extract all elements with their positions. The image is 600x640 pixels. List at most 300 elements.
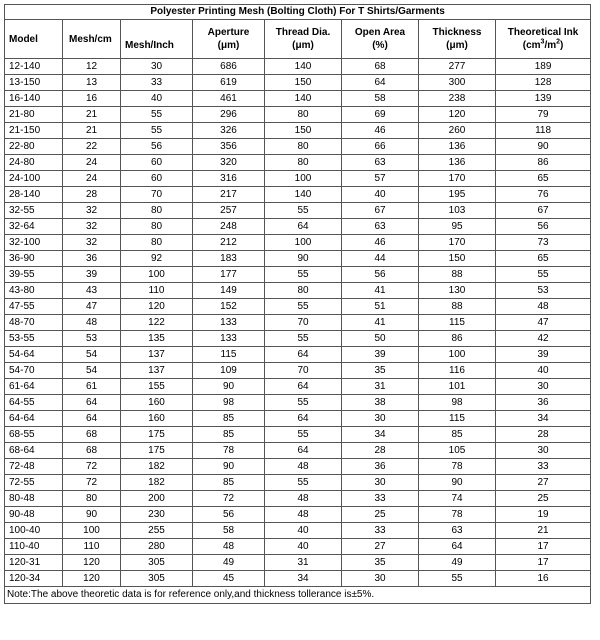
cell-theoretical-ink: 76 bbox=[496, 187, 591, 203]
cell-aperture: 58 bbox=[193, 523, 265, 539]
cell-thickness: 260 bbox=[419, 123, 496, 139]
header-mesh-inch-label: Mesh/Inch bbox=[125, 40, 174, 51]
cell-mesh-cm: 68 bbox=[63, 427, 121, 443]
cell-model: 54-70 bbox=[5, 363, 63, 379]
header-mesh-cm: Mesh/cm bbox=[63, 20, 121, 59]
footnote: Note:The above theoretic data is for reference only,and thickness tollerance is±5%. bbox=[5, 587, 591, 604]
cell-aperture: 248 bbox=[193, 219, 265, 235]
cell-aperture: 217 bbox=[193, 187, 265, 203]
cell-open-area: 58 bbox=[342, 91, 419, 107]
cell-thread-dia: 48 bbox=[265, 507, 342, 523]
cell-theoretical-ink: 47 bbox=[496, 315, 591, 331]
cell-theoretical-ink: 30 bbox=[496, 443, 591, 459]
cell-thickness: 150 bbox=[419, 251, 496, 267]
cell-model: 28-140 bbox=[5, 187, 63, 203]
cell-thickness: 116 bbox=[419, 363, 496, 379]
cell-thread-dia: 48 bbox=[265, 491, 342, 507]
cell-mesh-inch: 80 bbox=[121, 235, 193, 251]
cell-mesh-inch: 60 bbox=[121, 155, 193, 171]
cell-theoretical-ink: 19 bbox=[496, 507, 591, 523]
cell-mesh-inch: 182 bbox=[121, 459, 193, 475]
cell-theoretical-ink: 65 bbox=[496, 171, 591, 187]
cell-mesh-inch: 30 bbox=[121, 59, 193, 75]
table-row bbox=[5, 523, 591, 539]
cell-thread-dia: 150 bbox=[265, 75, 342, 91]
cell-thickness: 136 bbox=[419, 155, 496, 171]
cell-model: 100-40 bbox=[5, 523, 63, 539]
mesh-spec-table bbox=[4, 4, 591, 604]
cell-mesh-cm: 64 bbox=[63, 395, 121, 411]
cell-model: 72-55 bbox=[5, 475, 63, 491]
table-row bbox=[5, 171, 591, 187]
cell-open-area: 27 bbox=[342, 539, 419, 555]
cell-model: 54-64 bbox=[5, 347, 63, 363]
cell-thread-dia: 70 bbox=[265, 363, 342, 379]
spec-table-container bbox=[4, 4, 590, 604]
cell-mesh-cm: 28 bbox=[63, 187, 121, 203]
cell-mesh-inch: 305 bbox=[121, 571, 193, 587]
cell-aperture: 326 bbox=[193, 123, 265, 139]
cell-aperture: 619 bbox=[193, 75, 265, 91]
cell-aperture: 85 bbox=[193, 411, 265, 427]
table-title: Polyester Printing Mesh (Bolting Cloth) For T Shirts/Garments bbox=[5, 5, 591, 20]
cell-model: 64-55 bbox=[5, 395, 63, 411]
cell-theoretical-ink: 118 bbox=[496, 123, 591, 139]
cell-mesh-cm: 90 bbox=[63, 507, 121, 523]
header-thread-unit: (μm) bbox=[292, 40, 314, 51]
table-row bbox=[5, 187, 591, 203]
cell-mesh-inch: 80 bbox=[121, 219, 193, 235]
cell-mesh-inch: 155 bbox=[121, 379, 193, 395]
ink-unit-mid: /m bbox=[544, 40, 557, 51]
cell-theoretical-ink: 39 bbox=[496, 347, 591, 363]
cell-thickness: 78 bbox=[419, 507, 496, 523]
table-body bbox=[5, 59, 591, 587]
cell-model: 13-150 bbox=[5, 75, 63, 91]
cell-thread-dia: 80 bbox=[265, 155, 342, 171]
cell-mesh-inch: 280 bbox=[121, 539, 193, 555]
cell-aperture: 316 bbox=[193, 171, 265, 187]
cell-thickness: 170 bbox=[419, 235, 496, 251]
header-open-area-unit: (%) bbox=[372, 40, 388, 51]
ink-unit-sup2: 2 bbox=[556, 38, 561, 46]
cell-thread-dia: 70 bbox=[265, 315, 342, 331]
header-ink-unit bbox=[523, 40, 564, 51]
cell-thickness: 100 bbox=[419, 347, 496, 363]
header-model: Model bbox=[5, 20, 63, 59]
cell-mesh-cm: 12 bbox=[63, 59, 121, 75]
cell-thread-dia: 140 bbox=[265, 187, 342, 203]
cell-mesh-cm: 54 bbox=[63, 363, 121, 379]
cell-theoretical-ink: 55 bbox=[496, 267, 591, 283]
cell-aperture: 90 bbox=[193, 459, 265, 475]
table-row bbox=[5, 331, 591, 347]
header-ink-label: Theoretical Ink bbox=[507, 27, 579, 38]
table-row bbox=[5, 411, 591, 427]
table-row bbox=[5, 315, 591, 331]
header-aperture-label: Aperture bbox=[207, 27, 250, 38]
cell-theoretical-ink: 27 bbox=[496, 475, 591, 491]
cell-open-area: 28 bbox=[342, 443, 419, 459]
header-open-area-label: Open Area bbox=[354, 27, 406, 38]
cell-theoretical-ink: 17 bbox=[496, 539, 591, 555]
cell-theoretical-ink: 139 bbox=[496, 91, 591, 107]
table-row bbox=[5, 155, 591, 171]
cell-aperture: 85 bbox=[193, 475, 265, 491]
cell-mesh-cm: 24 bbox=[63, 171, 121, 187]
cell-mesh-inch: 160 bbox=[121, 411, 193, 427]
note-row bbox=[5, 587, 591, 604]
header-thickness bbox=[419, 20, 496, 59]
cell-open-area: 50 bbox=[342, 331, 419, 347]
cell-thread-dia: 34 bbox=[265, 571, 342, 587]
title-row bbox=[5, 5, 591, 20]
cell-open-area: 39 bbox=[342, 347, 419, 363]
cell-thread-dia: 100 bbox=[265, 235, 342, 251]
header-thickness-unit: (μm) bbox=[446, 40, 468, 51]
table-row bbox=[5, 427, 591, 443]
cell-theoretical-ink: 34 bbox=[496, 411, 591, 427]
cell-open-area: 46 bbox=[342, 123, 419, 139]
cell-aperture: 45 bbox=[193, 571, 265, 587]
cell-thickness: 86 bbox=[419, 331, 496, 347]
cell-thread-dia: 100 bbox=[265, 171, 342, 187]
cell-aperture: 49 bbox=[193, 555, 265, 571]
cell-mesh-inch: 40 bbox=[121, 91, 193, 107]
cell-model: 68-64 bbox=[5, 443, 63, 459]
header-ink bbox=[496, 20, 591, 59]
cell-mesh-inch: 122 bbox=[121, 315, 193, 331]
cell-thread-dia: 55 bbox=[265, 475, 342, 491]
ink-unit-post: ) bbox=[560, 40, 564, 51]
table-row bbox=[5, 203, 591, 219]
cell-mesh-cm: 39 bbox=[63, 267, 121, 283]
cell-mesh-cm: 120 bbox=[63, 555, 121, 571]
table-row bbox=[5, 443, 591, 459]
cell-open-area: 51 bbox=[342, 299, 419, 315]
cell-open-area: 30 bbox=[342, 411, 419, 427]
table-row bbox=[5, 123, 591, 139]
cell-thickness: 130 bbox=[419, 283, 496, 299]
cell-theoretical-ink: 53 bbox=[496, 283, 591, 299]
cell-aperture: 152 bbox=[193, 299, 265, 315]
cell-thickness: 115 bbox=[419, 411, 496, 427]
cell-mesh-inch: 100 bbox=[121, 267, 193, 283]
cell-model: 110-40 bbox=[5, 539, 63, 555]
cell-mesh-cm: 54 bbox=[63, 347, 121, 363]
cell-mesh-cm: 21 bbox=[63, 107, 121, 123]
table-row bbox=[5, 251, 591, 267]
cell-mesh-inch: 120 bbox=[121, 299, 193, 315]
cell-theoretical-ink: 86 bbox=[496, 155, 591, 171]
cell-thread-dia: 55 bbox=[265, 299, 342, 315]
table-row bbox=[5, 347, 591, 363]
cell-model: 53-55 bbox=[5, 331, 63, 347]
cell-model: 32-64 bbox=[5, 219, 63, 235]
cell-open-area: 35 bbox=[342, 363, 419, 379]
cell-theoretical-ink: 79 bbox=[496, 107, 591, 123]
cell-thickness: 64 bbox=[419, 539, 496, 555]
cell-mesh-inch: 175 bbox=[121, 427, 193, 443]
cell-mesh-inch: 200 bbox=[121, 491, 193, 507]
table-row bbox=[5, 219, 591, 235]
cell-thread-dia: 64 bbox=[265, 443, 342, 459]
table-row bbox=[5, 379, 591, 395]
cell-mesh-inch: 70 bbox=[121, 187, 193, 203]
cell-mesh-inch: 255 bbox=[121, 523, 193, 539]
cell-mesh-inch: 55 bbox=[121, 107, 193, 123]
cell-theoretical-ink: 16 bbox=[496, 571, 591, 587]
ink-unit-pre: (cm bbox=[522, 40, 541, 51]
cell-theoretical-ink: 90 bbox=[496, 139, 591, 155]
cell-model: 64-64 bbox=[5, 411, 63, 427]
cell-mesh-cm: 120 bbox=[63, 571, 121, 587]
cell-thickness: 101 bbox=[419, 379, 496, 395]
cell-mesh-cm: 21 bbox=[63, 123, 121, 139]
cell-mesh-cm: 100 bbox=[63, 523, 121, 539]
cell-mesh-cm: 32 bbox=[63, 219, 121, 235]
cell-theoretical-ink: 48 bbox=[496, 299, 591, 315]
cell-thread-dia: 64 bbox=[265, 379, 342, 395]
cell-thread-dia: 140 bbox=[265, 59, 342, 75]
cell-mesh-cm: 110 bbox=[63, 539, 121, 555]
cell-thread-dia: 55 bbox=[265, 267, 342, 283]
cell-theoretical-ink: 28 bbox=[496, 427, 591, 443]
cell-thread-dia: 80 bbox=[265, 139, 342, 155]
cell-thickness: 49 bbox=[419, 555, 496, 571]
cell-theoretical-ink: 189 bbox=[496, 59, 591, 75]
cell-open-area: 64 bbox=[342, 75, 419, 91]
cell-thickness: 63 bbox=[419, 523, 496, 539]
cell-thickness: 98 bbox=[419, 395, 496, 411]
cell-thickness: 120 bbox=[419, 107, 496, 123]
cell-mesh-inch: 305 bbox=[121, 555, 193, 571]
header-open-area bbox=[342, 20, 419, 59]
cell-thread-dia: 55 bbox=[265, 395, 342, 411]
table-row bbox=[5, 459, 591, 475]
cell-aperture: 90 bbox=[193, 379, 265, 395]
cell-open-area: 34 bbox=[342, 427, 419, 443]
cell-open-area: 25 bbox=[342, 507, 419, 523]
header-aperture bbox=[193, 20, 265, 59]
cell-mesh-cm: 36 bbox=[63, 251, 121, 267]
cell-mesh-inch: 182 bbox=[121, 475, 193, 491]
cell-open-area: 33 bbox=[342, 491, 419, 507]
cell-mesh-inch: 160 bbox=[121, 395, 193, 411]
cell-aperture: 133 bbox=[193, 331, 265, 347]
cell-aperture: 133 bbox=[193, 315, 265, 331]
cell-mesh-inch: 60 bbox=[121, 171, 193, 187]
cell-model: 47-55 bbox=[5, 299, 63, 315]
table-row bbox=[5, 139, 591, 155]
cell-open-area: 46 bbox=[342, 235, 419, 251]
cell-aperture: 177 bbox=[193, 267, 265, 283]
cell-aperture: 78 bbox=[193, 443, 265, 459]
cell-thickness: 115 bbox=[419, 315, 496, 331]
cell-thickness: 238 bbox=[419, 91, 496, 107]
cell-model: 32-100 bbox=[5, 235, 63, 251]
cell-open-area: 31 bbox=[342, 379, 419, 395]
cell-model: 22-80 bbox=[5, 139, 63, 155]
cell-mesh-inch: 55 bbox=[121, 123, 193, 139]
cell-model: 43-80 bbox=[5, 283, 63, 299]
cell-mesh-inch: 56 bbox=[121, 139, 193, 155]
cell-theoretical-ink: 40 bbox=[496, 363, 591, 379]
cell-aperture: 257 bbox=[193, 203, 265, 219]
cell-open-area: 41 bbox=[342, 315, 419, 331]
table-row bbox=[5, 107, 591, 123]
table-row bbox=[5, 363, 591, 379]
cell-thread-dia: 80 bbox=[265, 283, 342, 299]
table-row bbox=[5, 475, 591, 491]
table-row bbox=[5, 283, 591, 299]
cell-thickness: 88 bbox=[419, 299, 496, 315]
header-thickness-label: Thickness bbox=[432, 27, 482, 38]
cell-theoretical-ink: 73 bbox=[496, 235, 591, 251]
cell-theoretical-ink: 33 bbox=[496, 459, 591, 475]
cell-thickness: 195 bbox=[419, 187, 496, 203]
cell-open-area: 63 bbox=[342, 219, 419, 235]
table-row bbox=[5, 235, 591, 251]
cell-mesh-inch: 230 bbox=[121, 507, 193, 523]
cell-thickness: 170 bbox=[419, 171, 496, 187]
cell-model: 72-48 bbox=[5, 459, 63, 475]
cell-theoretical-ink: 56 bbox=[496, 219, 591, 235]
table-row bbox=[5, 75, 591, 91]
cell-thickness: 88 bbox=[419, 267, 496, 283]
cell-open-area: 44 bbox=[342, 251, 419, 267]
cell-thickness: 85 bbox=[419, 427, 496, 443]
cell-mesh-cm: 47 bbox=[63, 299, 121, 315]
table-row bbox=[5, 539, 591, 555]
cell-model: 80-48 bbox=[5, 491, 63, 507]
cell-model: 120-34 bbox=[5, 571, 63, 587]
cell-open-area: 35 bbox=[342, 555, 419, 571]
cell-theoretical-ink: 65 bbox=[496, 251, 591, 267]
cell-model: 24-100 bbox=[5, 171, 63, 187]
cell-mesh-cm: 64 bbox=[63, 411, 121, 427]
cell-mesh-cm: 32 bbox=[63, 203, 121, 219]
cell-model: 24-80 bbox=[5, 155, 63, 171]
cell-mesh-inch: 137 bbox=[121, 347, 193, 363]
cell-open-area: 36 bbox=[342, 459, 419, 475]
cell-open-area: 66 bbox=[342, 139, 419, 155]
cell-aperture: 109 bbox=[193, 363, 265, 379]
cell-thread-dia: 90 bbox=[265, 251, 342, 267]
header-mesh-inch bbox=[121, 20, 193, 59]
cell-open-area: 57 bbox=[342, 171, 419, 187]
cell-theoretical-ink: 30 bbox=[496, 379, 591, 395]
table-row bbox=[5, 507, 591, 523]
cell-thread-dia: 55 bbox=[265, 331, 342, 347]
cell-model: 39-55 bbox=[5, 267, 63, 283]
ink-unit-sup1: 3 bbox=[540, 38, 545, 46]
cell-open-area: 69 bbox=[342, 107, 419, 123]
table-row bbox=[5, 91, 591, 107]
cell-mesh-cm: 13 bbox=[63, 75, 121, 91]
cell-thread-dia: 64 bbox=[265, 411, 342, 427]
cell-theoretical-ink: 36 bbox=[496, 395, 591, 411]
cell-thread-dia: 55 bbox=[265, 203, 342, 219]
cell-open-area: 56 bbox=[342, 267, 419, 283]
cell-thickness: 55 bbox=[419, 571, 496, 587]
cell-theoretical-ink: 42 bbox=[496, 331, 591, 347]
cell-thickness: 74 bbox=[419, 491, 496, 507]
cell-thickness: 136 bbox=[419, 139, 496, 155]
cell-aperture: 98 bbox=[193, 395, 265, 411]
cell-aperture: 183 bbox=[193, 251, 265, 267]
cell-thickness: 300 bbox=[419, 75, 496, 91]
cell-mesh-inch: 92 bbox=[121, 251, 193, 267]
cell-thread-dia: 64 bbox=[265, 347, 342, 363]
cell-mesh-cm: 80 bbox=[63, 491, 121, 507]
cell-model: 120-31 bbox=[5, 555, 63, 571]
cell-aperture: 115 bbox=[193, 347, 265, 363]
cell-open-area: 30 bbox=[342, 571, 419, 587]
cell-aperture: 356 bbox=[193, 139, 265, 155]
cell-mesh-cm: 53 bbox=[63, 331, 121, 347]
cell-aperture: 85 bbox=[193, 427, 265, 443]
cell-thickness: 90 bbox=[419, 475, 496, 491]
cell-thread-dia: 64 bbox=[265, 219, 342, 235]
cell-theoretical-ink: 21 bbox=[496, 523, 591, 539]
cell-open-area: 41 bbox=[342, 283, 419, 299]
header-row bbox=[5, 20, 591, 59]
header-thread bbox=[265, 20, 342, 59]
cell-model: 90-48 bbox=[5, 507, 63, 523]
cell-mesh-inch: 135 bbox=[121, 331, 193, 347]
cell-open-area: 40 bbox=[342, 187, 419, 203]
cell-aperture: 72 bbox=[193, 491, 265, 507]
cell-mesh-cm: 72 bbox=[63, 459, 121, 475]
cell-mesh-cm: 48 bbox=[63, 315, 121, 331]
table-row bbox=[5, 491, 591, 507]
cell-aperture: 149 bbox=[193, 283, 265, 299]
cell-aperture: 686 bbox=[193, 59, 265, 75]
table-row bbox=[5, 299, 591, 315]
cell-thread-dia: 48 bbox=[265, 459, 342, 475]
cell-open-area: 68 bbox=[342, 59, 419, 75]
table-row bbox=[5, 555, 591, 571]
cell-theoretical-ink: 128 bbox=[496, 75, 591, 91]
cell-aperture: 48 bbox=[193, 539, 265, 555]
cell-thickness: 105 bbox=[419, 443, 496, 459]
cell-thread-dia: 55 bbox=[265, 427, 342, 443]
cell-mesh-inch: 33 bbox=[121, 75, 193, 91]
cell-thread-dia: 40 bbox=[265, 539, 342, 555]
cell-model: 16-140 bbox=[5, 91, 63, 107]
cell-mesh-inch: 80 bbox=[121, 203, 193, 219]
cell-mesh-cm: 16 bbox=[63, 91, 121, 107]
cell-mesh-cm: 32 bbox=[63, 235, 121, 251]
table-row bbox=[5, 59, 591, 75]
cell-open-area: 30 bbox=[342, 475, 419, 491]
table-row bbox=[5, 267, 591, 283]
cell-open-area: 63 bbox=[342, 155, 419, 171]
cell-model: 61-64 bbox=[5, 379, 63, 395]
cell-mesh-inch: 175 bbox=[121, 443, 193, 459]
cell-mesh-cm: 24 bbox=[63, 155, 121, 171]
cell-mesh-cm: 72 bbox=[63, 475, 121, 491]
cell-thread-dia: 80 bbox=[265, 107, 342, 123]
cell-thickness: 95 bbox=[419, 219, 496, 235]
cell-thread-dia: 140 bbox=[265, 91, 342, 107]
cell-thread-dia: 150 bbox=[265, 123, 342, 139]
cell-theoretical-ink: 25 bbox=[496, 491, 591, 507]
cell-mesh-inch: 137 bbox=[121, 363, 193, 379]
cell-model: 36-90 bbox=[5, 251, 63, 267]
cell-mesh-inch: 110 bbox=[121, 283, 193, 299]
